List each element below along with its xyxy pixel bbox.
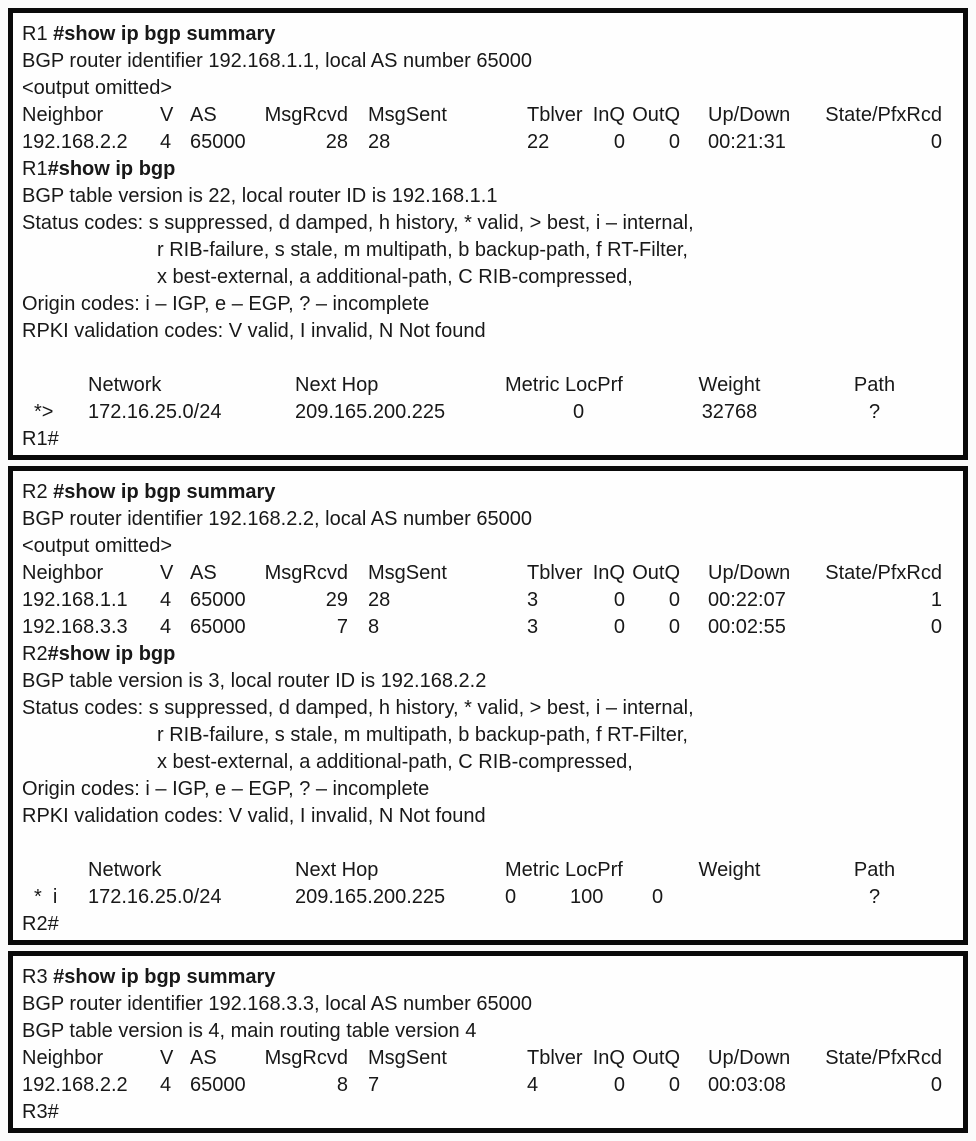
col-header-status: [22, 372, 88, 399]
col-header-tblver: Tblver: [527, 1047, 583, 1069]
r2-console-panel: [8, 466, 968, 945]
rpki-codes-line: RPKI validation codes: V valid, I invalid, N Not found: [22, 320, 486, 342]
r2-show-ip-bgp-command: #show ip bgp: [47, 643, 176, 665]
col-header-msgrcvd: MsgRcvd: [264, 104, 348, 126]
col-header-network: Network: [88, 859, 162, 881]
bgp-version: 4: [160, 1074, 172, 1096]
tbl-ver: 3: [527, 616, 539, 638]
neighbor-ip: 192.168.1.1: [22, 589, 128, 611]
tbl-ver: 22: [527, 131, 550, 153]
up-down-time: 00:22:07: [708, 589, 786, 611]
col-header-neighbor: Neighbor: [22, 104, 104, 126]
state-pfxrcd: 1: [930, 589, 942, 611]
out-q: 0: [668, 1074, 680, 1096]
msg-sent: 28: [368, 589, 391, 611]
r1-table-version-line: BGP table version is 22, local router ID is 192.168.1.1: [22, 185, 498, 207]
status-codes-line-1: Status codes: s suppressed, d damped, h history, * valid, > best, i – internal,: [22, 212, 694, 234]
col-header-msgrcvd: MsgRcvd: [264, 1047, 348, 1069]
r1-closing-prompt: R1#: [22, 428, 59, 450]
col-header-outq: OutQ: [632, 104, 680, 126]
col-header-network: Network: [88, 374, 162, 396]
col-header-version: V: [160, 1047, 174, 1069]
msg-rcvd: 28: [325, 131, 348, 153]
origin-codes-line: Origin codes: i – IGP, e – EGP, ? – incomplete: [22, 778, 430, 800]
msg-rcvd: 29: [325, 589, 348, 611]
r1-summary-header-row: [22, 102, 955, 129]
col-header-status: [22, 857, 88, 884]
col-header-neighbor: Neighbor: [22, 562, 104, 584]
col-header-metric-locprf: Metric LocPrf: [505, 859, 623, 881]
col-header-path: Path: [853, 859, 896, 881]
r3-router-identifier-line: BGP router identifier 192.168.3.3, local AS number 65000: [22, 993, 532, 1015]
as-number: 65000: [190, 1074, 246, 1096]
origin-codes-line: Origin codes: i – IGP, e – EGP, ? – incomplete: [22, 293, 430, 315]
state-pfxrcd: 0: [930, 131, 942, 153]
msg-rcvd: 7: [336, 616, 348, 638]
r1-route-row: [22, 399, 955, 426]
r3-command-line-summary: [22, 964, 955, 991]
route-next-hop: 209.165.200.225: [295, 401, 446, 423]
as-number: 65000: [190, 589, 246, 611]
col-header-state-pfxrcd: State/PfxRcd: [825, 562, 942, 584]
route-weight: 0: [652, 886, 664, 908]
r1-prompt: R1: [22, 23, 54, 45]
route-path: ?: [868, 401, 881, 423]
col-header-weight: Weight: [698, 374, 761, 396]
in-q: 0: [613, 131, 625, 153]
bgp-version: 4: [160, 616, 172, 638]
col-header-as: AS: [190, 1047, 217, 1069]
up-down-time: 00:03:08: [708, 1074, 786, 1096]
status-codes-line-1: Status codes: s suppressed, d damped, h history, * valid, > best, i – internal,: [22, 697, 694, 719]
r2-closing-prompt: R2#: [22, 913, 59, 935]
col-header-metric-locprf: Metric LocPrf: [505, 374, 623, 396]
col-header-as: AS: [190, 562, 217, 584]
col-header-weight: Weight: [698, 859, 761, 881]
col-header-updown: Up/Down: [708, 104, 791, 126]
r1-output-omitted-line: <output omitted>: [22, 77, 173, 99]
col-header-msgsent: MsgSent: [368, 562, 447, 584]
tbl-ver: 3: [527, 589, 539, 611]
r1-router-identifier-line: BGP router identifier 192.168.1.1, local AS number 65000: [22, 50, 532, 72]
r2-router-identifier-line: BGP router identifier 192.168.2.2, local AS number 65000: [22, 508, 532, 530]
r2-prompt2: R2: [22, 643, 48, 665]
r2-neighbor-row-1: [22, 587, 955, 614]
r1-command-line-summary: [22, 21, 955, 48]
route-metric-locprf: [505, 884, 652, 911]
bgp-version: 4: [160, 131, 172, 153]
out-q: 0: [668, 616, 680, 638]
col-header-next-hop: Next Hop: [295, 374, 379, 396]
col-header-state-pfxrcd: State/PfxRcd: [825, 104, 942, 126]
col-header-version: V: [160, 562, 174, 584]
col-header-tblver: Tblver: [527, 104, 583, 126]
col-header-as: AS: [190, 104, 217, 126]
r2-command-line-bgp: [22, 641, 955, 668]
r2-prompt: R2: [22, 481, 54, 503]
msg-sent: 28: [368, 131, 391, 153]
col-header-state-pfxrcd: State/PfxRcd: [825, 1047, 942, 1069]
r2-neighbor-row-2: [22, 614, 955, 641]
in-q: 0: [613, 1074, 625, 1096]
route-path: ?: [868, 886, 881, 908]
col-header-tblver: Tblver: [527, 562, 583, 584]
col-header-inq: InQ: [592, 562, 625, 584]
out-q: 0: [668, 589, 680, 611]
r3-neighbor-row: [22, 1072, 955, 1099]
col-header-outq: OutQ: [632, 562, 680, 584]
status-codes-line-2: r RIB-failure, s stale, m multipath, b backup-path, f RT-Filter,: [157, 239, 688, 261]
r2-bgp-table-header-row: [22, 857, 955, 884]
col-header-inq: InQ: [592, 104, 625, 126]
neighbor-ip: 192.168.3.3: [22, 616, 128, 638]
col-header-msgrcvd: MsgRcvd: [264, 562, 348, 584]
col-header-version: V: [160, 104, 174, 126]
status-codes-line-3: x best-external, a additional-path, C RIB-compressed,: [157, 751, 633, 773]
state-pfxrcd: 0: [930, 1074, 942, 1096]
in-q: 0: [613, 616, 625, 638]
state-pfxrcd: 0: [930, 616, 942, 638]
route-weight: 32768: [701, 401, 758, 423]
route-next-hop: 209.165.200.225: [295, 886, 446, 908]
status-codes-line-3: x best-external, a additional-path, C RIB-compressed,: [157, 266, 633, 288]
bgp-version: 4: [160, 589, 172, 611]
r2-output-omitted-line: <output omitted>: [22, 535, 173, 557]
r3-closing-prompt: R3#: [22, 1101, 59, 1123]
r3-summary-header-row: [22, 1045, 955, 1072]
r1-console-panel: [8, 8, 968, 460]
route-locprf: 100: [570, 886, 604, 908]
col-header-updown: Up/Down: [708, 1047, 791, 1069]
neighbor-ip: 192.168.2.2: [22, 1074, 128, 1096]
col-header-next-hop: Next Hop: [295, 859, 379, 881]
route-metric: 0: [505, 886, 517, 908]
r1-command-line-bgp: [22, 156, 955, 183]
blank-line: [22, 345, 955, 372]
r2-command-line-summary: [22, 479, 955, 506]
col-header-inq: InQ: [592, 1047, 625, 1069]
r1-show-ip-bgp-command: #show ip bgp: [47, 158, 176, 180]
col-header-path: Path: [853, 374, 896, 396]
r1-neighbor-row: [22, 129, 955, 156]
r1-bgp-table-header-row: [22, 372, 955, 399]
col-header-outq: OutQ: [632, 1047, 680, 1069]
as-number: 65000: [190, 616, 246, 638]
status-codes-line-2: r RIB-failure, s stale, m multipath, b backup-path, f RT-Filter,: [157, 724, 688, 746]
msg-sent: 8: [368, 616, 380, 638]
col-header-msgsent: MsgSent: [368, 104, 447, 126]
msg-sent: 7: [368, 1074, 380, 1096]
col-header-neighbor: Neighbor: [22, 1047, 104, 1069]
r3-console-panel: [8, 951, 968, 1133]
r1-prompt2: R1: [22, 158, 48, 180]
tbl-ver: 4: [527, 1074, 539, 1096]
r2-show-ip-bgp-summary-command: #show ip bgp summary: [53, 481, 276, 503]
r3-table-version-line: BGP table version is 4, main routing table version 4: [22, 1020, 477, 1042]
route-network: 172.16.25.0/24: [88, 886, 222, 908]
neighbor-ip: 192.168.2.2: [22, 131, 128, 153]
as-number: 65000: [190, 131, 246, 153]
blank-line: [22, 830, 955, 857]
up-down-time: 00:02:55: [708, 616, 786, 638]
route-status-code: * i: [34, 886, 58, 908]
r2-route-row: [22, 884, 955, 911]
rpki-codes-line: RPKI validation codes: V valid, I invalid, N Not found: [22, 805, 486, 827]
up-down-time: 00:21:31: [708, 131, 786, 153]
r1-show-ip-bgp-summary-command: #show ip bgp summary: [53, 23, 276, 45]
r3-prompt: R3: [22, 966, 54, 988]
col-header-updown: Up/Down: [708, 562, 791, 584]
r2-table-version-line: BGP table version is 3, local router ID is 192.168.2.2: [22, 670, 487, 692]
out-q: 0: [668, 131, 680, 153]
in-q: 0: [613, 589, 625, 611]
r2-summary-header-row: [22, 560, 955, 587]
route-metric: 0: [572, 401, 585, 423]
r3-show-ip-bgp-summary-command: #show ip bgp summary: [53, 966, 276, 988]
route-network: 172.16.25.0/24: [88, 401, 222, 423]
msg-rcvd: 8: [336, 1074, 348, 1096]
route-status-code: *>: [34, 401, 54, 423]
col-header-msgsent: MsgSent: [368, 1047, 447, 1069]
